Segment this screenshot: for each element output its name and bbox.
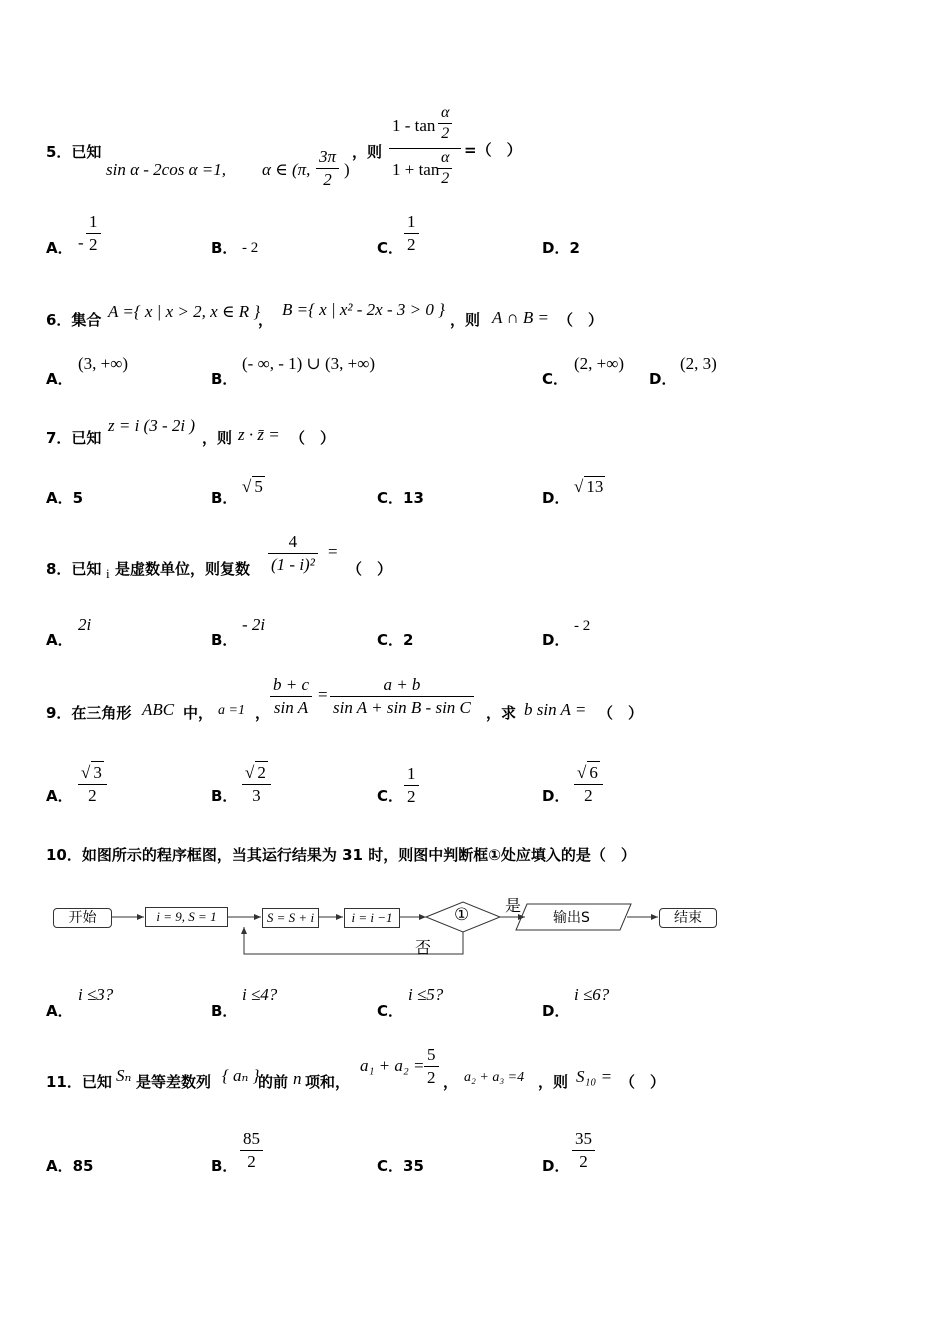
q9-r-num: a + b (383, 675, 421, 694)
q6-set-b: B ={ x | x² - 2x - 3 > 0 } (282, 300, 445, 319)
q10-option-a-label[interactable]: A． (46, 1002, 73, 1020)
q8-option-d-value: - 2 (574, 618, 591, 634)
q7-paren: （ ） (290, 429, 336, 447)
q9-option-c-label[interactable]: C． (377, 787, 404, 805)
q9-c-den: 2 (407, 787, 416, 806)
q11-option-a-label[interactable]: A．85 (46, 1157, 94, 1175)
q9-option-a-fraction: √ 3 2 (78, 761, 107, 807)
q9-abc: ABC (142, 700, 175, 719)
q10-option-c-label[interactable]: C． (377, 1002, 404, 1020)
q9-c-num: 1 (407, 764, 416, 783)
q9-mid: 中， (183, 704, 214, 722)
q5-option-a-label[interactable]: A． (46, 239, 73, 257)
q9-b-den: 3 (252, 786, 261, 805)
q11-text-1: 是等差数列 (136, 1073, 212, 1091)
q6-comma: ， (258, 311, 274, 329)
q11-text-3: 项和， (305, 1073, 351, 1091)
q11-an: { aₙ } (222, 1066, 260, 1085)
q6-option-b-label[interactable]: B． (211, 370, 238, 388)
q10-start-box: 开始 (53, 908, 112, 928)
q10-option-b-value: i ≤4? (242, 985, 278, 1004)
q11-d-num: 35 (575, 1129, 592, 1148)
q9-l-num: b + c (273, 675, 310, 694)
q7-b-radicand: 5 (254, 477, 263, 496)
q7-option-b-label[interactable]: B． (211, 489, 238, 507)
q11-text-2: 的前 (258, 1073, 289, 1091)
q5-range-num: 3π (319, 147, 337, 166)
q5-number: 5．已知 (46, 143, 102, 161)
q6-option-c-value: (2, +∞) (574, 354, 625, 373)
q5-option-a-sign: - (78, 233, 84, 252)
q9-r-den: sin A + sin B - sin C (333, 698, 471, 717)
q8-i: i (106, 566, 110, 581)
q6-option-a-label[interactable]: A． (46, 370, 73, 388)
q5-condition: sin α - 2cos α =1, (106, 160, 226, 179)
q10-option-d-label[interactable]: D． (542, 1002, 570, 1020)
q11-n: n (293, 1069, 302, 1088)
q10-decision-label: ① (454, 905, 470, 924)
q9-d-den: 2 (584, 786, 593, 805)
q11-number: 11．已知 (46, 1073, 112, 1091)
q5-alpha-1: α (441, 104, 450, 121)
q11-option-d-fraction (572, 1128, 595, 1173)
q9-option-d-fraction: √ 6 2 (574, 761, 603, 807)
q9-number: 9．在三角形 (46, 704, 132, 722)
q11-paren: （ ） (620, 1073, 666, 1091)
q11-expr-2: a₂ + a₃ =4 (464, 1070, 525, 1085)
q8-option-a-value: 2i (78, 615, 92, 634)
q8-paren: （ ） (347, 560, 393, 578)
q5-option-c-label[interactable]: C． (377, 239, 404, 257)
q11-expr-1: a₁ + a₂ = (360, 1056, 425, 1075)
q5-option-b-value: - 2 (242, 240, 259, 256)
q10-step1-box: S = S + i (262, 908, 319, 928)
q11-e1-num: 5 (427, 1045, 436, 1064)
q8-option-a-label[interactable]: A． (46, 631, 73, 649)
q7-expression: z = i (3 - 2i ) (108, 416, 196, 435)
q6-paren: （ ） (558, 311, 604, 329)
q6-option-d-label[interactable]: D． (649, 370, 677, 388)
q5-two-1: 2 (441, 125, 450, 142)
q10-end-box: 结束 (659, 908, 717, 928)
q9-a-equals-1: a =1 (218, 703, 245, 718)
q6-then: ，则 (450, 311, 481, 329)
q8-frac-den: (1 - i)² (271, 555, 315, 574)
q6-option-d-value: (2, 3) (680, 354, 717, 373)
q9-option-b-label[interactable]: B． (211, 787, 238, 805)
q9-ask: ，求 (486, 704, 517, 722)
q10-yes-label: 是 (505, 896, 522, 915)
q8-option-b-value: - 2i (242, 615, 266, 634)
q7-then: ，则 (202, 429, 233, 447)
q5-range-prefix: α ∈ (π, (262, 160, 311, 179)
q10-option-d-value: i ≤6? (574, 985, 610, 1004)
q5-option-b-label[interactable]: B． (211, 239, 238, 257)
q5-expr-den-left: 1 + tan (392, 160, 440, 179)
q8-option-c-label[interactable]: C．2 (377, 631, 414, 649)
q11-b-den: 2 (247, 1152, 256, 1171)
q10-option-c-value: i ≤5? (408, 985, 444, 1004)
q11-then: ，则 (538, 1073, 569, 1091)
q11-option-d-label[interactable]: D． (542, 1157, 570, 1175)
q11-expr-1-fraction (424, 1044, 439, 1089)
q7-option-a-label[interactable]: A．5 (46, 489, 84, 507)
q11-b-num: 85 (243, 1129, 260, 1148)
q6-set-a: A ={ x | x > 2, x ∈ R } (108, 302, 261, 321)
q5-c-den: 2 (407, 235, 416, 254)
q10-option-b-label[interactable]: B． (211, 1002, 238, 1020)
q10-text: 10．如图所示的程序框图，当其运行结果为 31 时，则图中判断框①处应填入的是（ ） (46, 846, 636, 864)
q10-init-box: i = 9, S = 1 (145, 907, 228, 927)
q11-sn: Sₙ (116, 1066, 132, 1085)
q7-expression-2: z · z̄ = (238, 425, 280, 444)
q5-range-den: 2 (323, 170, 332, 189)
q10-no-label: 否 (415, 938, 432, 957)
q9-option-a-label[interactable]: A． (46, 787, 73, 805)
q11-option-b-label[interactable]: B． (211, 1157, 238, 1175)
q8-text: 是虚数单位，则复数 (115, 560, 251, 578)
q8-equals: = (328, 542, 338, 561)
q8-option-d-label[interactable]: D． (542, 631, 570, 649)
q7-option-c-label[interactable]: C．13 (377, 489, 424, 507)
q9-a-den: 2 (88, 786, 97, 805)
q7-option-b-value: √ 5 (242, 477, 263, 496)
q11-option-c-label[interactable]: C．35 (377, 1157, 424, 1175)
q5-c-num: 1 (407, 212, 416, 231)
q9-a-num: 3 (93, 763, 102, 782)
q5-two-2: 2 (441, 170, 450, 187)
q7-number: 7．已知 (46, 429, 102, 447)
q9-option-b-fraction: √ 2 3 (242, 761, 271, 807)
q9-option-d-label[interactable]: D． (542, 787, 570, 805)
q10-option-a-value: i ≤3? (78, 985, 114, 1004)
q7-d-radicand: 13 (586, 477, 604, 496)
q7-option-d-value: √ 13 (574, 477, 604, 496)
q9-target: b sin A = (524, 700, 587, 719)
q6-number: 6．集合 (46, 311, 102, 329)
q6-option-b-value: (- ∞, - 1) ∪ (3, +∞) (242, 354, 376, 373)
q8-option-b-label[interactable]: B． (211, 631, 238, 649)
q5-tail: =（ ） (464, 141, 522, 159)
q5-alpha-2: α (441, 149, 450, 166)
q9-l-den: sin A (273, 698, 309, 717)
q8-frac-num: 4 (288, 532, 298, 551)
q5-range-close: ) (344, 160, 350, 179)
q11-s10: S₁₀ = (576, 1067, 613, 1086)
q5-option-d-label[interactable]: D．2 (542, 239, 580, 257)
q9-comma: ， (255, 704, 271, 722)
q5-then: ，则 (352, 143, 383, 161)
q11-e1-den: 2 (427, 1068, 436, 1087)
q10-output-label: 输出S (553, 910, 590, 926)
q9-d-num: 6 (589, 763, 598, 782)
q6-option-a-value: (3, +∞) (78, 354, 129, 373)
q11-d-den: 2 (579, 1152, 588, 1171)
q6-expression: A ∩ B = (492, 308, 549, 327)
q11-comma: ， (443, 1073, 459, 1091)
q5-expr-num-left: 1 - tan (392, 116, 436, 135)
q9-paren: （ ） (598, 704, 644, 722)
q7-option-d-label[interactable]: D． (542, 489, 570, 507)
q9-b-num: 2 (257, 763, 266, 782)
q10-step2-box: i = i −1 (344, 908, 400, 928)
q11-option-b-fraction (240, 1128, 263, 1173)
q8-number: 8．已知 (46, 560, 102, 578)
q6-option-c-label[interactable]: C． (542, 370, 569, 388)
q9-equals: = (318, 685, 328, 704)
q5-a-den: 2 (89, 235, 98, 254)
q5-a-num: 1 (89, 212, 98, 231)
